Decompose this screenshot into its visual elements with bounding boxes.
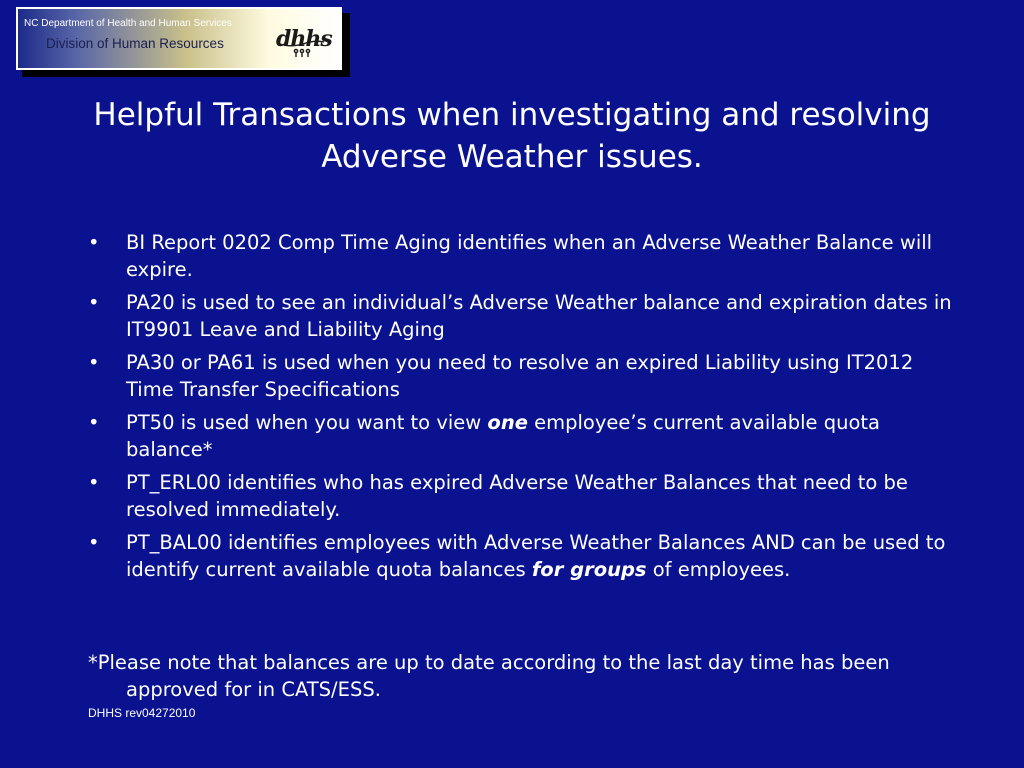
bullet-dot-icon: • <box>88 471 100 494</box>
bullet-text: BI Report 0202 Comp Time Aging identifies when an Adverse Weather Balance will expire. <box>126 231 933 281</box>
bullet-item <box>88 289 958 343</box>
bullet-emphasis: for groups <box>531 558 647 581</box>
transaction-list <box>88 229 958 589</box>
bullet-dot-icon: • <box>88 351 100 374</box>
dhhs-figures-icon <box>276 22 328 58</box>
bullet-text: PA20 is used to see an individual’s Adverse Weather balance and expiration dates in IT9901 Leave and Liability Aging <box>126 291 952 341</box>
bullet-dot-icon: • <box>88 231 100 254</box>
logo-department-name: NC Department of Health and Human Services <box>24 18 232 29</box>
slide-title: Helpful Transactions when investigating and resolving Adverse Weather issues. <box>93 97 931 175</box>
bullet-text: PA30 or PA61 is used when you need to resolve an expired Liability using IT2012 Time Transfer Specifications <box>126 351 914 401</box>
bullet-text-after: employee’s current available quota balance* <box>126 411 880 461</box>
revision-footer: DHHS rev04272010 <box>88 706 196 720</box>
bullet-text: PT_ERL00 identifies who has expired Adverse Weather Balances that need to be resolved immediately. <box>126 471 908 521</box>
bullet-dot-icon: • <box>88 291 100 314</box>
dhhs-mark-text: dhhs <box>276 26 332 52</box>
bullet-item <box>88 529 958 583</box>
logo-division-name: Division of Human Resources <box>46 36 224 51</box>
balance-note: *Please note that balances are up to date according to the last day time has been approved for in CATS/ESS. <box>88 651 890 701</box>
bullet-text-after: of employees. <box>646 558 791 581</box>
dhhs-logo-banner <box>16 7 342 70</box>
bullet-item <box>88 349 958 403</box>
bullet-text: PT50 is used when you want to view <box>126 411 488 434</box>
bullet-dot-icon: • <box>88 411 100 434</box>
bullet-item <box>88 409 958 463</box>
bullet-item <box>88 469 958 523</box>
bullet-item <box>88 229 958 283</box>
bullet-dot-icon: • <box>88 531 100 554</box>
dhhs-mark-icon <box>276 22 332 58</box>
bullet-text: PT_BAL00 identifies employees with Adverse Weather Balances AND can be used to identify current available quota balances <box>126 531 946 581</box>
bullet-emphasis: one <box>487 411 528 434</box>
